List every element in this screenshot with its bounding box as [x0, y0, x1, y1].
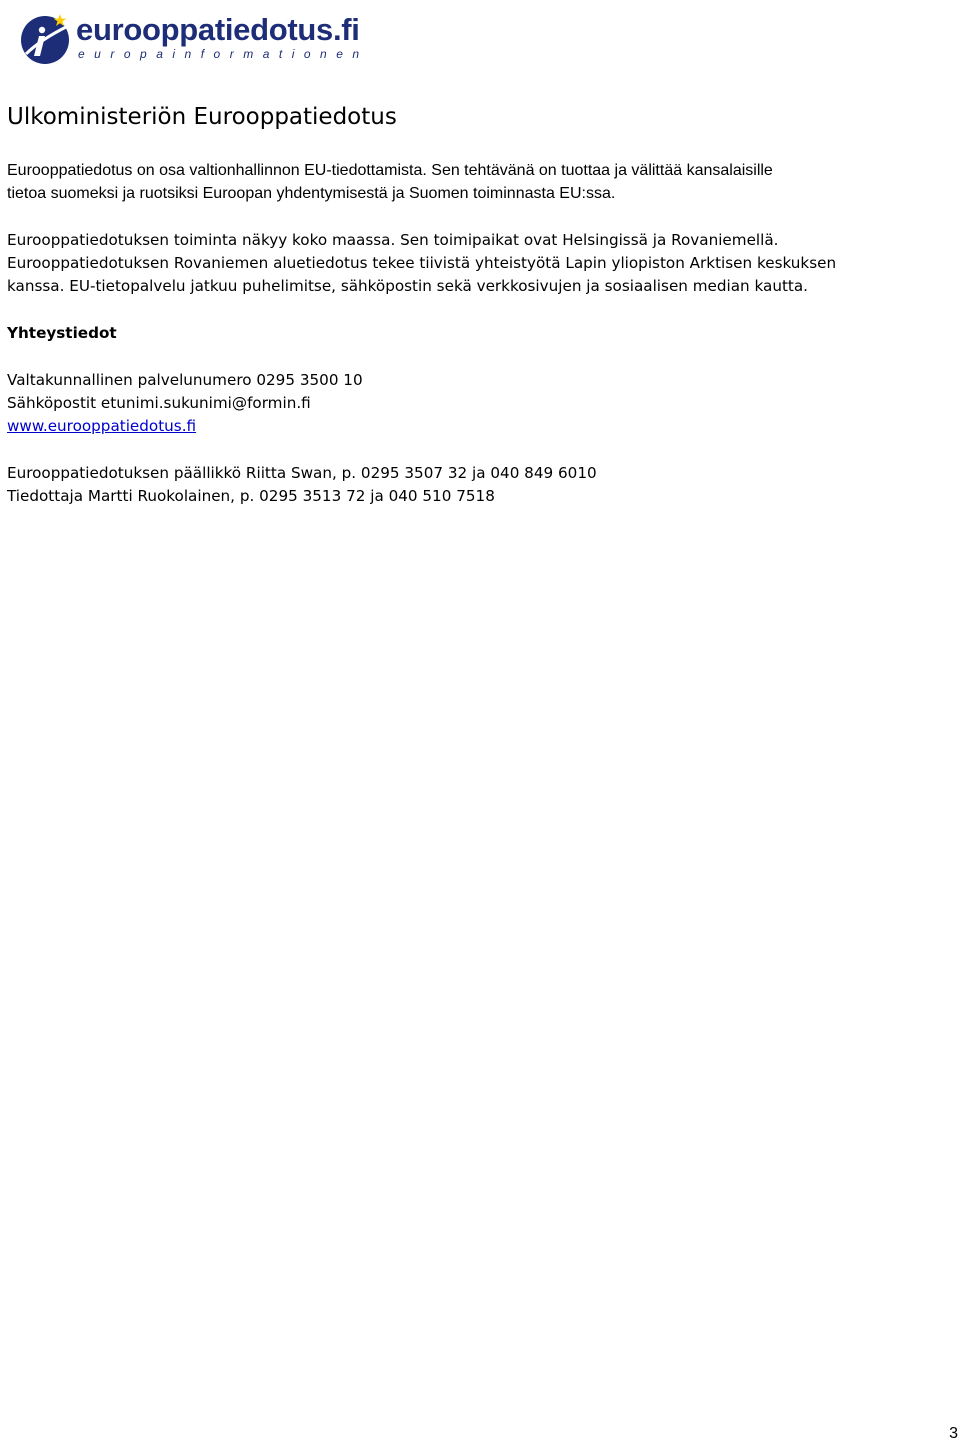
chief-contact: Eurooppatiedotuksen päällikkö Riitta Swan, p. 0295 3507 32 ja 040 849 6010 [7, 463, 597, 482]
website-line [7, 415, 947, 438]
press-contact: Tiedottaja Martti Ruokolainen, p. 0295 3513 72 ja 040 510 7518 [7, 487, 495, 506]
activity-paragraph [7, 229, 947, 299]
activity-line: kanssa. EU-tietopalvelu jatkuu puhelimitse, sähköpostin sekä verkkosivujen ja sosiaalisen median kautta. [7, 277, 808, 296]
intro-line: tietoa suomeksi ja ruotsiksi Euroopan yhdentymisestä ja Suomen toiminnasta EU:ssa. [7, 185, 616, 203]
activity-line: Eurooppatiedotuksen toiminta näkyy koko maassa. Sen toimipaikat ovat Helsingissä ja Rovaniemellä. [7, 230, 779, 249]
website-link[interactable]: www.eurooppatiedotus.fi [7, 417, 197, 436]
activity-line: Eurooppatiedotuksen Rovaniemen aluetiedotus tekee tiivistä yhteistyötä Lapin yliopiston Arktisen keskuksen [7, 254, 837, 273]
logo-tagline: europainformationen [78, 47, 369, 61]
email-line: Sähköpostit etunimi.sukunimi@formin.fi [7, 393, 311, 412]
intro-line: Eurooppatiedotus on osa valtionhallinnon EU-tiedottamista. Sen tehtävänä on tuottaa ja välittää kansalaisille [7, 162, 773, 179]
phone-line: Valtakunnallinen palvelunumero 0295 3500 10 [7, 370, 363, 389]
staff-block [7, 462, 947, 509]
intro-paragraph [7, 159, 947, 206]
page-title: Ulkoministeriön Eurooppatiedotus [7, 104, 397, 130]
document-body [7, 159, 947, 532]
logo-wordmark: eurooppatiedotus.fi [76, 12, 360, 47]
contacts-heading: Yhteystiedot [7, 324, 117, 343]
contact-block [7, 369, 947, 439]
eurooppatiedotus-logo [18, 10, 369, 66]
page-number: 3 [949, 1425, 958, 1442]
eu-info-globe-icon [18, 10, 74, 66]
